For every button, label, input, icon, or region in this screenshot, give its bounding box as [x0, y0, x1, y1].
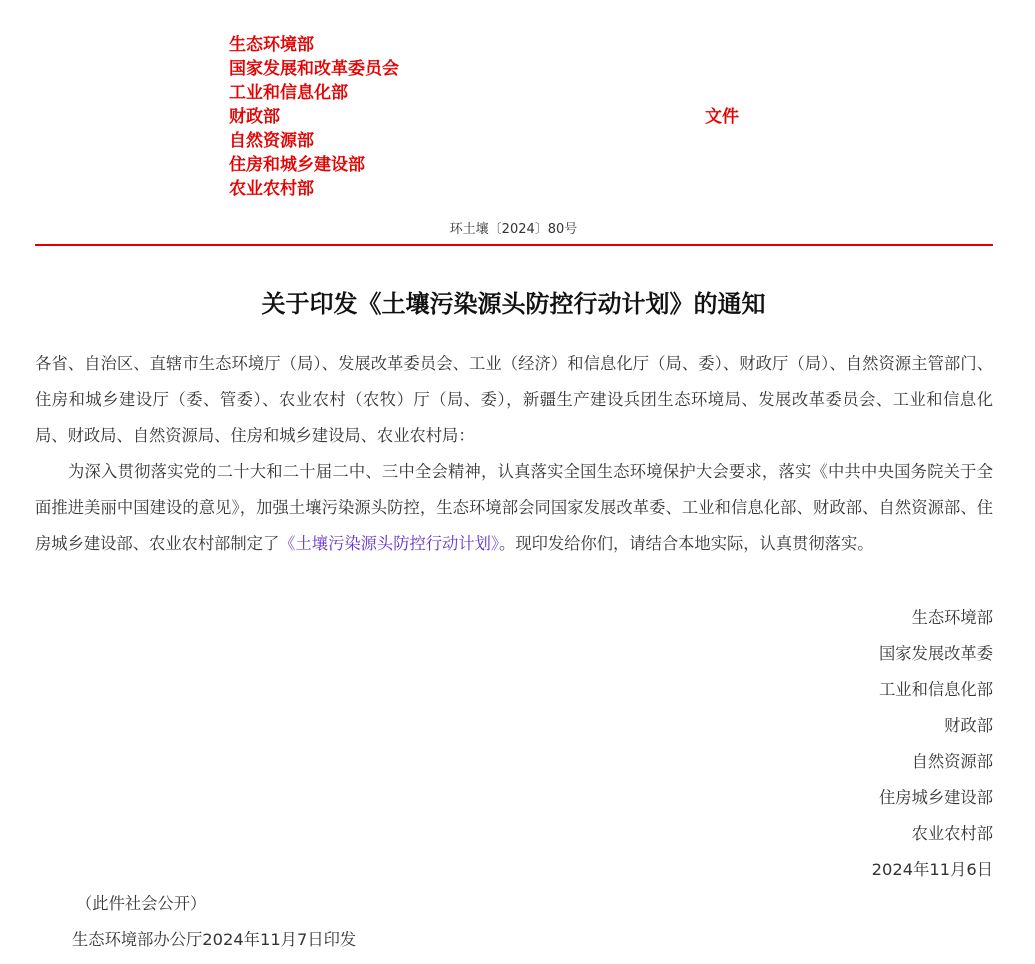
issuing-agencies — [229, 33, 529, 201]
public-disclosure-note: （此件社会公开） — [76, 894, 207, 913]
issuer-name: 自然资源部 — [229, 131, 314, 151]
paragraph-text: 。现印发给你们，请结合本地实际，认真贯彻落实。 — [499, 534, 874, 553]
action-plan-link[interactable]: 《土壤污染源头防控行动计划》 — [279, 534, 500, 553]
addressee-paragraph: 各省、自治区、直辖市生态环境厅（局）、发展改革委员会、工业（经济）和信息化厅（局、委）、财政厅（局）、自然资源主管部门、住房和城乡建设厅（委、管委）、农业农村（农牧）厅（局、委），新疆生产建设兵团生态环境局、发展改革委员会、工业和信息化局、财政局、自然资源局、住房和城乡建设局、农业农村局： — [35, 354, 993, 445]
document-number: 环土壤〔2024〕80号 — [449, 222, 578, 237]
issuer-name: 国家发展和改革委员会 — [229, 59, 399, 79]
signer-name: 工业和信息化部 — [879, 680, 993, 699]
signer-name: 财政部 — [944, 716, 993, 735]
signer-name: 自然资源部 — [911, 752, 993, 771]
notice-body — [35, 346, 993, 562]
issuer-name: 财政部 — [229, 107, 280, 127]
issuer-name: 生态环境部 — [229, 35, 314, 55]
signer-name: 农业农村部 — [911, 824, 993, 843]
signer-name: 住房城乡建设部 — [879, 788, 993, 807]
paragraph-text: 为深入贯彻落实党的二十大和二十届二中、三中全会精神，认真落实全国生态环境保护大会要求，落实《中共中央国务院关于全面推进美丽中国建设的意见》，加强土壤污染源头防控，生态环境部会同国家发展改革委、工业和信息化部、财政部、自然资源部、住房城乡建设部、农业农村部制定了 — [35, 462, 993, 553]
signer-name: 生态环境部 — [911, 608, 993, 627]
document-label: 文件 — [705, 107, 739, 127]
signer-name: 国家发展改革委 — [879, 644, 993, 663]
issuer-name: 农业农村部 — [229, 179, 314, 199]
header-divider — [35, 244, 993, 246]
main-paragraph — [35, 454, 993, 562]
issuer-name: 工业和信息化部 — [229, 83, 348, 103]
page-title: 关于印发《土壤污染源头防控行动计划》的通知 — [261, 290, 766, 318]
signature-block — [872, 600, 993, 888]
print-info: 生态环境部办公厅2024年11月7日印发 — [72, 930, 357, 949]
signature-date: 2024年11月6日 — [871, 860, 993, 879]
issuer-name: 住房和城乡建设部 — [229, 155, 365, 175]
